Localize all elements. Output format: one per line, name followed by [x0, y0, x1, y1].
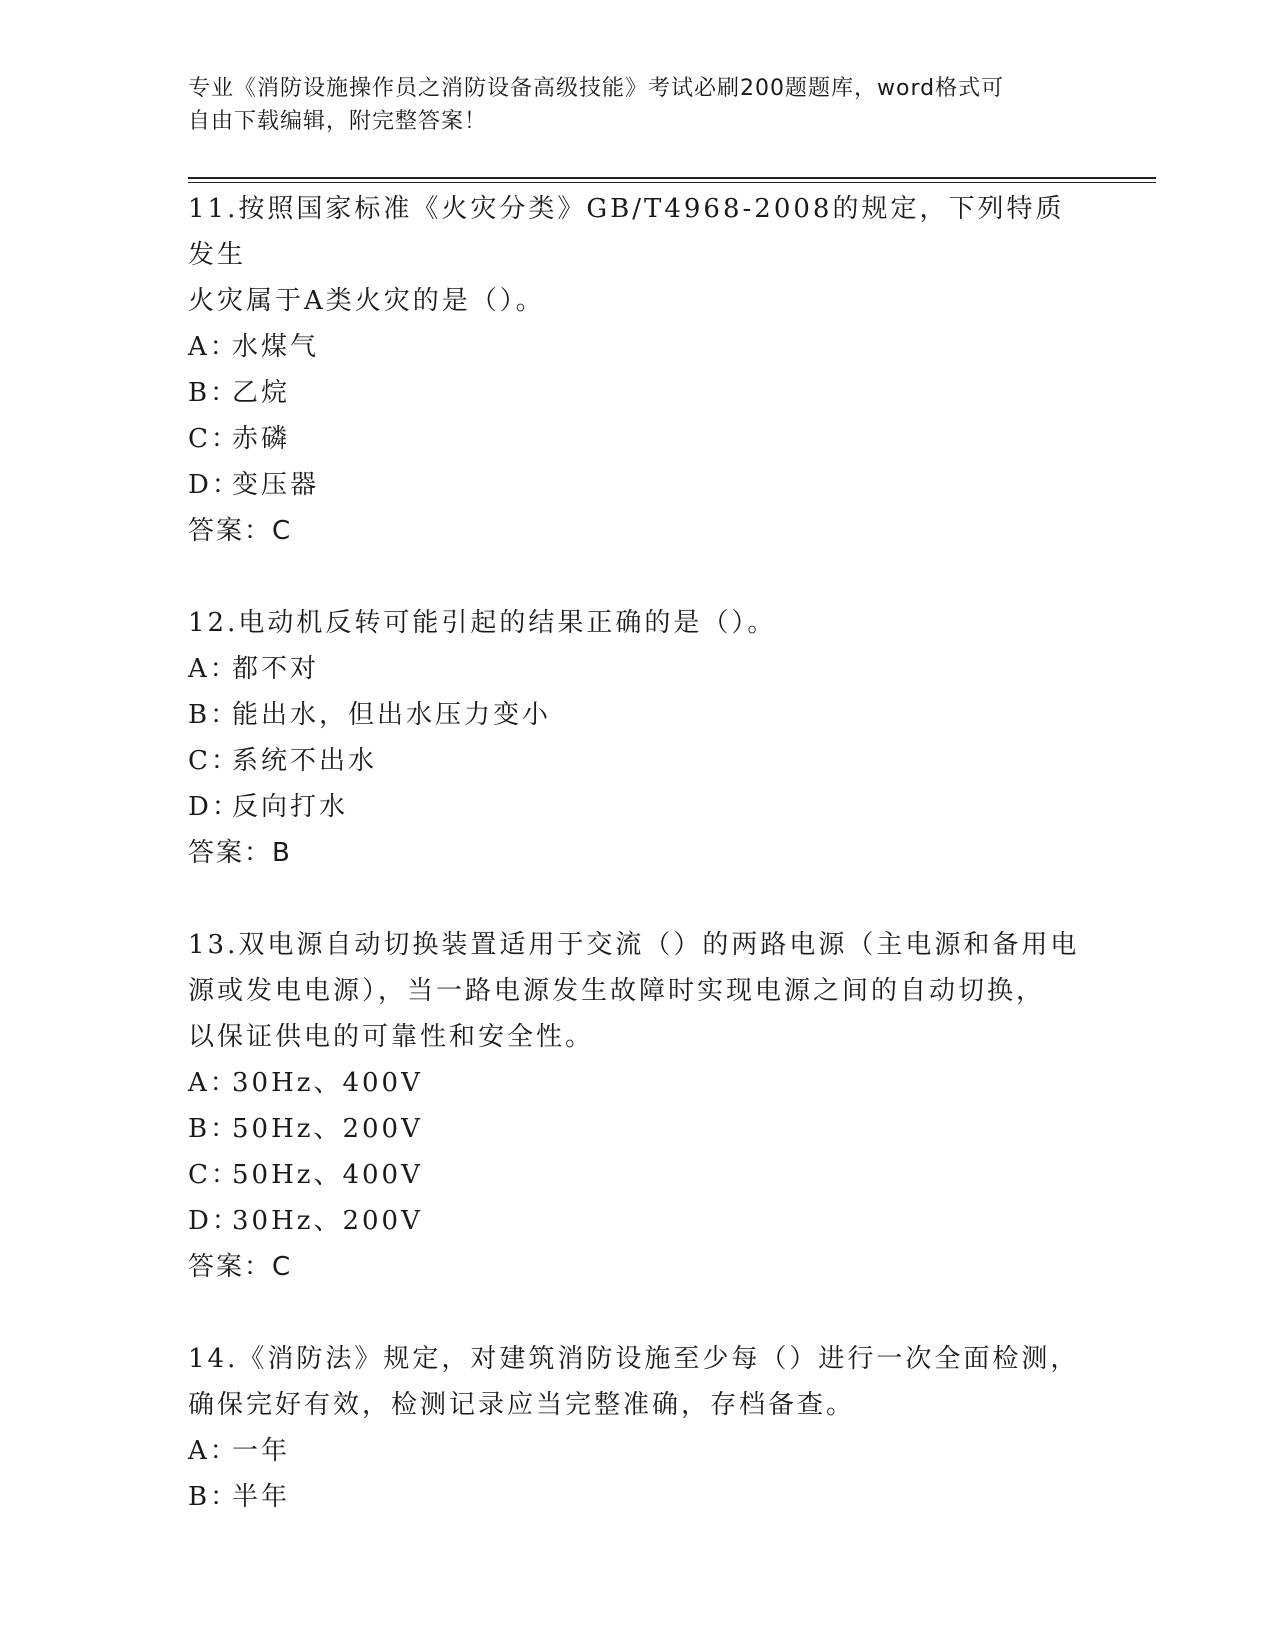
option-key: C：	[188, 746, 240, 776]
header-line-2: 自由下载编辑，附完整答案！	[188, 109, 488, 134]
option-key: A：	[188, 332, 239, 362]
option-key: B：	[188, 700, 240, 730]
question-text-line: 13.双电源自动切换装置适用于交流（）的两路电源（主电源和备用电	[188, 930, 1080, 960]
option-key: B：	[188, 1482, 240, 1512]
option-b	[188, 370, 1088, 416]
option-key: A：	[188, 1436, 239, 1466]
option-c	[188, 1152, 1088, 1198]
question-14	[188, 1336, 1088, 1520]
option-text: 50Hz、400V	[232, 1160, 423, 1190]
option-key: D：	[188, 792, 241, 822]
question-text-line: 确保完好有效，检测记录应当完整准确，存档备查。	[188, 1390, 856, 1420]
option-text: 50Hz、200V	[232, 1114, 423, 1144]
option-key: A：	[188, 654, 239, 684]
option-text: 系统不出水	[232, 746, 378, 776]
option-text: 水煤气	[232, 332, 320, 362]
option-c	[188, 416, 1088, 462]
option-key: D：	[188, 1206, 241, 1236]
answer-line: 答案：B	[188, 838, 292, 868]
option-d	[188, 1198, 1088, 1244]
answer-line: 答案：C	[188, 516, 293, 546]
option-text: 乙烷	[232, 378, 291, 408]
option-text: 反向打水	[232, 792, 349, 822]
option-text: 变压器	[232, 470, 320, 500]
option-b	[188, 1106, 1088, 1152]
option-key: A：	[188, 1068, 239, 1098]
option-d	[188, 784, 1088, 830]
header-line-1: 专业《消防设施操作员之消防设备高级技能》考试必刷200题题库，word格式可	[188, 76, 1005, 101]
question-text-line: 12.电动机反转可能引起的结果正确的是（）。	[188, 608, 777, 638]
question-12	[188, 600, 1088, 876]
header-divider-thick	[188, 177, 1156, 179]
question-text-line: 14.《消防法》规定，对建筑消防设施至少每（）进行一次全面检测，	[188, 1344, 1080, 1374]
document-header	[188, 72, 1068, 138]
option-text: 30Hz、200V	[232, 1206, 423, 1236]
option-text: 30Hz、400V	[232, 1068, 423, 1098]
option-a	[188, 324, 1088, 370]
option-b	[188, 1474, 1088, 1520]
option-key: B：	[188, 378, 240, 408]
question-text-line: 源或发电电源），当一路电源发生故障时实现电源之间的自动切换，	[188, 976, 1046, 1006]
question-text-line: 以保证供电的可靠性和安全性。	[188, 1022, 595, 1052]
question-text-line: 火灾属于A类火灾的是（）。	[188, 286, 545, 316]
option-text: 都不对	[232, 654, 320, 684]
question-11	[188, 186, 1088, 554]
option-key: C：	[188, 424, 240, 454]
option-a	[188, 1060, 1088, 1106]
option-key: D：	[188, 470, 241, 500]
option-text: 一年	[232, 1436, 291, 1466]
question-list	[188, 186, 1088, 1566]
option-d	[188, 462, 1088, 508]
answer-line: 答案：C	[188, 1252, 293, 1282]
question-13	[188, 922, 1088, 1290]
option-text: 半年	[232, 1482, 291, 1512]
option-b	[188, 692, 1088, 738]
option-c	[188, 738, 1088, 784]
option-key: C：	[188, 1160, 240, 1190]
option-text: 赤磷	[232, 424, 291, 454]
option-key: B：	[188, 1114, 240, 1144]
question-text-line: 11.按照国家标准《火灾分类》GB/T4968-2008的规定，下列特质发生	[188, 194, 1065, 270]
option-a	[188, 646, 1088, 692]
option-a	[188, 1428, 1088, 1474]
header-divider-thin	[188, 182, 1156, 183]
option-text: 能出水，但出水压力变小	[232, 700, 552, 730]
